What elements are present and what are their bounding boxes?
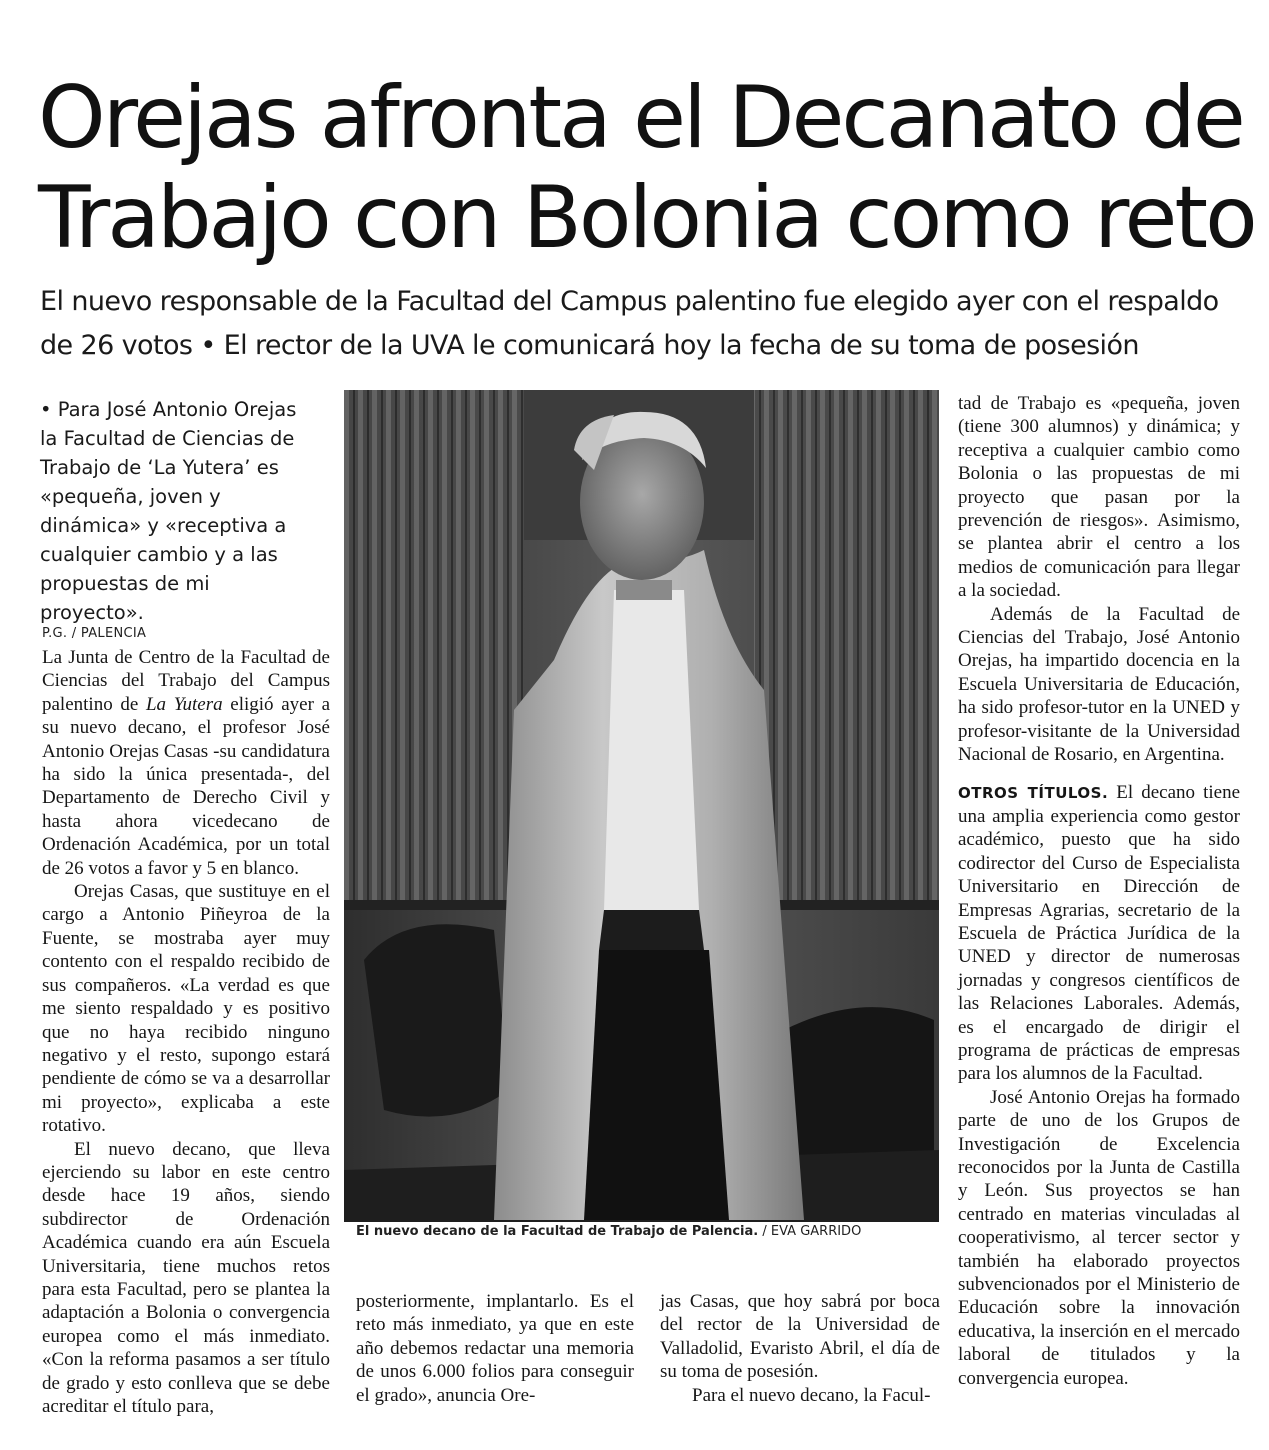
paragraph: El nuevo decano, que lleva ejerciendo su labor en este centro desde hace 19 años, siendo subdirector de Ordenación Académica cuando era aún Escuela Universitaria, tiene muchos retos para esta Facultad, pero se plantea la adaptación a Bolonia o convergencia europea como el más inmediato. «Con la reforma pasamos a ser título de grado y esto conlleva que se debe acreditar el título para, (42, 1138, 330, 1417)
paragraph-text: El decano tiene una amplia experiencia como gestor académico, puesto que ha sido codirector del Curso de Especialista Universitario en Dirección de Empresas Agrarias, secretario de la Escuela de Práctica Jurídica de la UNED y director de numerosas jornadas y congresos científicos de las Relaciones Laborales. Además, es el encargado de dirigir el programa de prácticas de empresas para los alumnos de la Facultad. (958, 781, 1241, 1085)
byline-place: PALENCIA (80, 626, 147, 641)
subheadline-line-2: de 26 votos • El rector de la UVA le comunicará hoy la fecha de su toma de posesión (40, 330, 1139, 361)
paragraph-text: eligió ayer a su nuevo decano, el profesor José Antonio Orejas Casas -su candidatura ha sido la única presentada-, del Departamento de Derecho Civil y hasta ahora vicedecano de Ordenación Académica, por un total de 26 votos a favor y 5 en blanco. (42, 693, 330, 879)
byline-author: P.G. (42, 626, 68, 641)
paragraph: José Antonio Orejas ha formado parte de uno de los Grupos de Investigación de Excelencia reconocidos por la Junta de Castilla y León. Sus proyectos se han centrado en materias vinculadas al cooperativismo, al tercer sector y también ha elaborado proyectos subvencionados por el Ministerio de Educación sobre la innovación educativa, la inserción en el mercado laboral de titulados y la convergencia europea. (958, 1086, 1240, 1389)
subheadline-line-1: El nuevo responsable de la Facultad del Campus palentino fue elegido ayer con el respaldo (40, 286, 1219, 317)
paragraph: Además de la Facultad de Ciencias del Trabajo, José Antonio Orejas, ha impartido docencia en la Escuela Universitaria de Educación, ha sido profesor-tutor en la UNED y profesor-visitante de la Universidad Nacional de Rosario, en Argentina. (958, 603, 1240, 766)
paragraph: tad de Trabajo es «pequeña, joven (tiene 300 alumnos) y dinámica; y receptiva a cualquier cambio como Bolonia o las propuestas de mi proyecto que pasan por la prevención de riesgos». Asimismo, se plantea abrir el centro a los medios de comunicación para llegar a la sociedad. (958, 393, 1240, 602)
photo-caption (356, 1224, 946, 1239)
section-kicker: OTROS TÍTULOS. (958, 783, 1109, 802)
byline (42, 626, 146, 641)
paragraph: jas Casas, que hoy sabrá por boca del rector de la Universidad de Valladolid, Evaristo Abril, el día de su toma de posesión. (660, 1291, 940, 1383)
article-column-3 (660, 1290, 940, 1407)
paragraph (42, 646, 330, 880)
headline-line-2: Trabajo con Bolonia como reto (38, 168, 1255, 268)
paragraph-text: La Junta de Centro de la Facultad de Ciencias del Trabajo del Campus palentino de (42, 647, 330, 715)
subheadline (40, 280, 1240, 368)
article-column-2 (356, 1290, 634, 1407)
dean-photo (344, 390, 939, 1222)
photo-image (344, 390, 939, 1222)
headline (38, 68, 1255, 268)
paragraph: Orejas Casas, que sustituye en el cargo a Antonio Piñeyroa de la Fuente, se mostraba ayer muy contento con el respaldo recibido de sus compañeros. «La verdad es que me siento respaldado y es positivo que no haya recibido ninguno negativo y el resto, supongo estará pendiente de cómo se va a desarrollar mi proyecto», explicaba a este rotativo. (42, 881, 330, 1137)
place-name-italic: La Yutera (145, 693, 223, 715)
caption-separator: / (758, 1224, 771, 1239)
article-column-1 (42, 646, 330, 1418)
paragraph (958, 781, 1240, 1086)
headline-line-1: Orejas afronta el Decanato de (38, 68, 1243, 168)
lead-summary: • Para José Antonio Orejas la Facultad de Ciencias de Trabajo de ‘La Yutera’ es «pequeña, joven y dinámica» y «receptiva a cualquier cambio y a las propuestas de mi proyecto». (40, 398, 297, 624)
paragraph: posteriormente, implantarlo. Es el reto más inmediato, ya que en este año debemos redactar una memoria de unos 6.000 folios para conseguir el grado», anuncia Ore- (356, 1291, 634, 1406)
article-column-4 (958, 392, 1240, 1390)
caption-credit: EVA GARRIDO (770, 1224, 862, 1239)
byline-separator: / (67, 626, 81, 641)
paragraph: Para el nuevo decano, la Facul- (692, 1384, 931, 1406)
caption-text: El nuevo decano de la Facultad de Trabajo de Palencia. (356, 1224, 759, 1239)
